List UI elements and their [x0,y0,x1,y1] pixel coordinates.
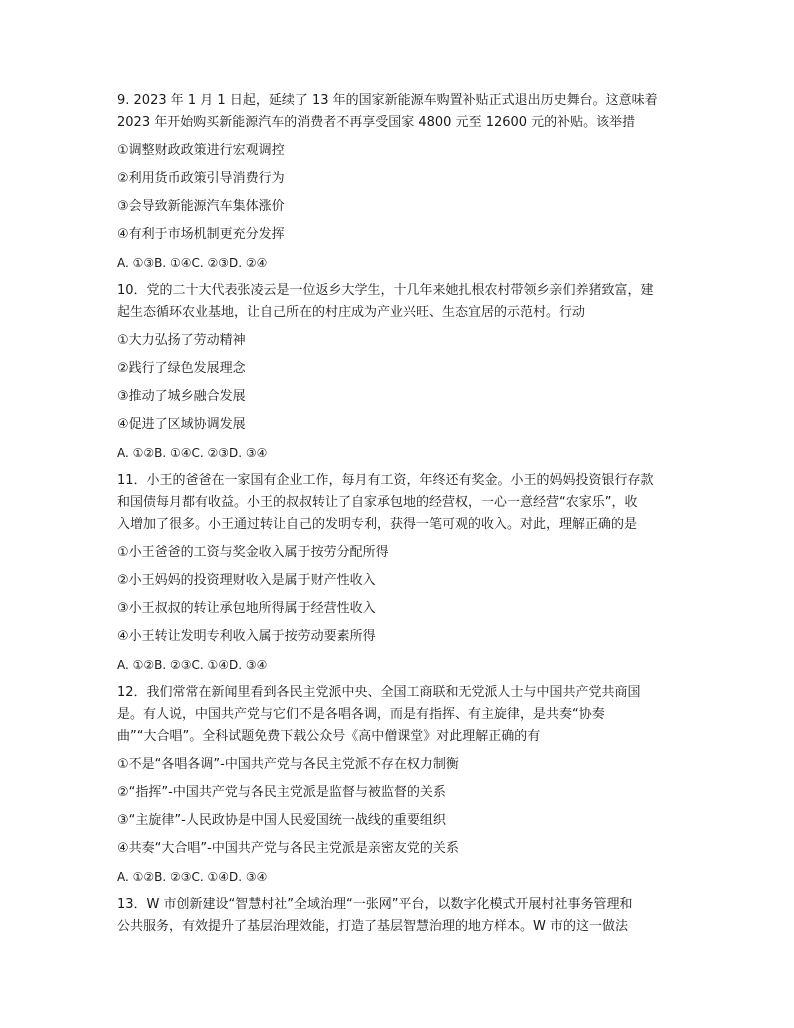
option-4: ④小王转让发明专利收入属于按劳动要素所得 [117,629,376,644]
question-stem-line: 公共服务，有效提升了基层治理效能，打造了基层智慧治理的地方样本。W 市的这一做法 [117,919,628,934]
answer-choices: A. ①②B. ②③C. ①④D. ③④ [117,658,268,672]
option-1: ①调整财政政策进行宏观调控 [117,143,285,158]
option-2: ②“指挥”-中国共产党与各民主党派是监督与被监督的关系 [117,785,446,800]
question-11 [117,470,682,676]
option-4: ④共奏“大合唱”-中国共产党与各民主党派是亲密友党的关系 [117,841,459,856]
document-page [117,90,682,938]
option-1: ①小王爸爸的工资与奖金收入属于按劳分配所得 [117,545,389,560]
answer-choices: A. ①②B. ①④C. ②③D. ③④ [117,446,268,460]
question-10 [117,280,682,464]
question-stem-line: 曲”“大合唱”。全科试题免费下载公众号《高中僧课堂》对此理解正确的有 [117,729,541,744]
question-stem-line: 9. 2023 年 1 月 1 日起，延续了 13 年的国家新能源车购置补贴正式退出历史舞台。这意味着 [117,93,658,108]
option-3: ③小王叔叔的转让承包地所得属于经营性收入 [117,601,376,616]
option-2: ②利用货币政策引导消费行为 [117,171,285,186]
question-stem-line: 和国债每月都有收益。小王的叔叔转让了自家承包地的经营权，一心一意经营“农家乐”，收 [117,495,638,510]
answer-choices: A. ①③B. ①④C. ②③D. ②④ [117,256,268,270]
option-1: ①大力弘扬了劳动精神 [117,333,246,348]
question-stem-line: 10．党的二十大代表张凌云是一位返乡大学生，十几年来她扎根农村带领乡亲们养猪致富，建 [117,283,654,298]
answer-choices: A. ①②B. ②③C. ①④D. ③④ [117,870,268,884]
question-stem-line: 11．小王的爸爸在一家国有企业工作，每月有工资，年终还有奖金。小王的妈妈投资银行存款 [117,473,654,488]
option-3: ③“主旋律”-人民政协是中国人民爱国统一战线的重要组织 [117,813,446,828]
question-stem-line: 2023 年开始购买新能源汽车的消费者不再享受国家 4800 元至 12600 元的补贴。该举措 [117,115,636,130]
option-2: ②践行了绿色发展理念 [117,361,246,376]
question-stem-line: 是。有人说，中国共产党与它们不是各唱各调，而是有指挥、有主旋律，是共奏“协奏 [117,707,605,722]
option-2: ②小王妈妈的投资理财收入是属于财产性收入 [117,573,376,588]
option-1: ①不是“各唱各调”-中国共产党与各民主党派不存在权力制衡 [117,757,459,772]
question-12 [117,682,682,888]
question-stem-line: 12．我们常常在新闻里看到各民主党派中央、全国工商联和无党派人士与中国共产党共商国 [117,685,641,700]
question-stem-line: 入增加了很多。小王通过转让自己的发明专利，获得一笔可观的收入。对此，理解正确的是 [117,517,638,532]
question-13 [117,894,682,938]
option-3: ③推动了城乡融合发展 [117,389,246,404]
option-3: ③会导致新能源汽车集体涨价 [117,199,285,214]
question-9 [117,90,682,274]
question-stem-line: 起生态循环农业基地，让自己所在的村庄成为产业兴旺、生态宜居的示范村。行动 [117,305,586,320]
option-4: ④促进了区域协调发展 [117,417,246,432]
question-stem-line: 13．W 市创新建设“智慧村社”全域治理“一张网”平台，以数字化模式开展村社事务管理和 [117,897,633,912]
option-4: ④有利于市场机制更充分发挥 [117,227,285,242]
